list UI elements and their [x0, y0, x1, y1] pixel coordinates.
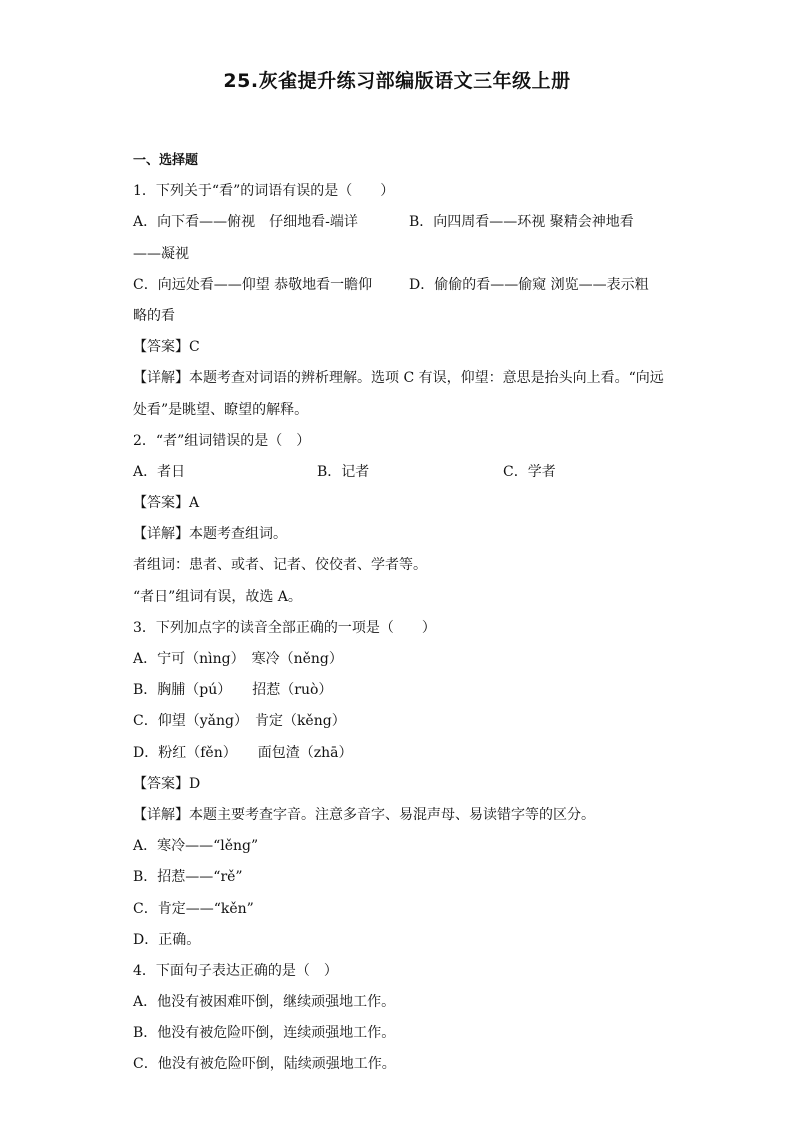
q3-option-c: C．仰望（yǎng） 肯定（kěng） [133, 713, 346, 730]
q1-detail-line1: 【详解】本题考查对词语的辨析理解。选项 C 有误，仰望：意思是抬头向上看。“向远 [133, 370, 664, 387]
q1-options-row2 [133, 270, 673, 301]
q3-detail-line5: D．正确。 [133, 931, 201, 948]
q2-options-row [133, 457, 673, 488]
q3-detail-line1: 【详解】本题主要考查字音。注意多音字、易混声母、易读错字等的区分。 [133, 806, 595, 823]
q1-option-c: C．向远处看——仰望 恭敬地看一瞻仰 [133, 276, 373, 293]
q1-answer: 【答案】C [133, 339, 200, 356]
q2-detail-line3: “者日”组词有误，故选 A。 [133, 588, 302, 605]
q2-detail-line1: 【详解】本题考查组词。 [133, 526, 287, 543]
q4-option-a: A．他没有被困难吓倒，继续顽强地工作。 [133, 994, 396, 1011]
document-body [133, 145, 673, 1081]
q1-option-a: A．向下看——俯视 仔细地看-端详 [133, 214, 358, 231]
q3-detail-line2: A．寒冷——“lěng” [133, 838, 259, 855]
q1-option-d-continued: 略的看 [133, 307, 175, 324]
q3-option-a: A．宁可（nìng） 寒冷（něng） [133, 651, 343, 667]
q2-answer: 【答案】A [133, 495, 200, 512]
q1-option-b: B．向四周看——环视 聚精会神地看 [409, 214, 634, 231]
q1-option-b-continued: ——凝视 [133, 245, 189, 262]
q1-options-row1 [133, 207, 673, 238]
q4-option-c: C．他没有被危险吓倒，陆续顽强地工作。 [133, 1056, 396, 1073]
q1-stem: 1．下列关于“看”的词语有误的是（ ） [133, 183, 395, 200]
q3-detail-line4: C．肯定——“kěn” [133, 900, 254, 917]
q2-option-b: B．记者 [317, 463, 370, 480]
q1-option-d: D．偷偷的看——偷窥 浏览——表示粗 [409, 276, 649, 293]
q3-answer: 【答案】D [133, 775, 201, 792]
q2-stem: 2．“者”组词错误的是（ ） [133, 432, 311, 449]
q3-option-b: B．胸脯（pú） 招惹（ruò） [133, 682, 333, 699]
q2-option-c: C．学者 [503, 463, 556, 480]
q3-stem: 3．下列加点字的读音全部正确的一项是（ ） [133, 619, 436, 636]
q2-detail-line2: 者组词：患者、或者、记者、佼佼者、学者等。 [133, 557, 427, 574]
q2-option-a: A．者日 [133, 463, 186, 480]
page-title: 25.灰雀提升练习部编版语文三年级上册 [223, 70, 571, 92]
q4-option-b: B．他没有被危险吓倒，连续顽强地工作。 [133, 1025, 396, 1042]
q3-option-d: D．粉红（fěn） 面包渣（zhā） [133, 744, 353, 761]
q1-detail-line2: 处看”是眺望、瞭望的解释。 [133, 401, 309, 418]
q4-stem: 4．下面句子表达正确的是（ ） [133, 962, 338, 979]
section-heading: 一、选择题 [133, 153, 199, 168]
q3-detail-line3: B．招惹——“rě” [133, 869, 243, 886]
